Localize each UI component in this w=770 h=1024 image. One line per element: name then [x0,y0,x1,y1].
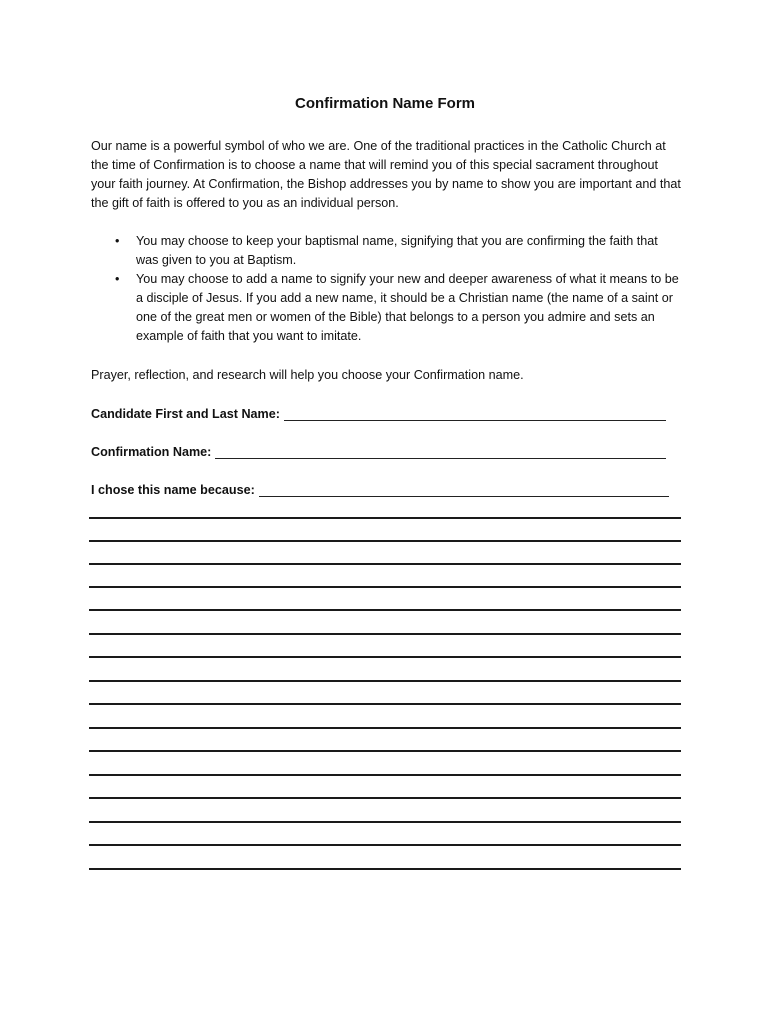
writing-line[interactable] [89,774,681,776]
confirmation-name-field [91,441,666,461]
bullet-list [91,232,681,346]
writing-line[interactable] [89,563,681,565]
list-item [91,270,681,346]
writing-line[interactable] [89,703,681,705]
bullet-text: You may choose to add a name to signify your new and deeper awareness of what it means to be a disciple of Jesus. If you add a new name, it should be a Christian name (the name of a saint or one of the great men or women of the Bible) that belongs to a person you admire and sets an example of faith that you want to imitate. [136,272,679,343]
closing-paragraph: Prayer, reflection, and research will help you choose your Confirmation name. [91,368,524,382]
candidate-name-input[interactable] [284,406,666,421]
confirmation-name-label: Confirmation Name: [91,445,212,459]
writing-line[interactable] [89,868,681,870]
writing-line[interactable] [89,540,681,542]
bullet-text: You may choose to keep your baptismal name, signifying that you are confirming the faith that was given to you at Baptism. [136,234,658,267]
writing-line[interactable] [89,656,681,658]
reason-field [91,479,669,499]
confirmation-name-input[interactable] [215,444,666,459]
writing-line[interactable] [89,517,681,519]
reason-input[interactable] [259,482,669,497]
list-item [91,232,681,270]
intro-paragraph: Our name is a powerful symbol of who we are. One of the traditional practices in the Catholic Church at the time of Confirmation is to choose a name that will remind you of this special sacrament throughout your faith journey. At Confirmation, the Bishop addresses you by name to show you are important and that the gift of faith is offered to you as an individual person. [91,139,681,210]
page-title: Confirmation Name Form [294,95,475,112]
candidate-name-label: Candidate First and Last Name: [91,407,280,421]
writing-line[interactable] [89,727,681,729]
bullet-marker: • [115,234,120,248]
writing-line[interactable] [89,680,681,682]
writing-line[interactable] [89,633,681,635]
writing-line[interactable] [89,821,681,823]
writing-line[interactable] [89,797,681,799]
writing-line[interactable] [89,750,681,752]
candidate-name-field [91,403,666,423]
bullet-marker: • [115,272,120,286]
writing-line[interactable] [89,609,681,611]
writing-line[interactable] [89,844,681,846]
writing-line[interactable] [89,586,681,588]
reason-label: I chose this name because: [91,483,255,497]
